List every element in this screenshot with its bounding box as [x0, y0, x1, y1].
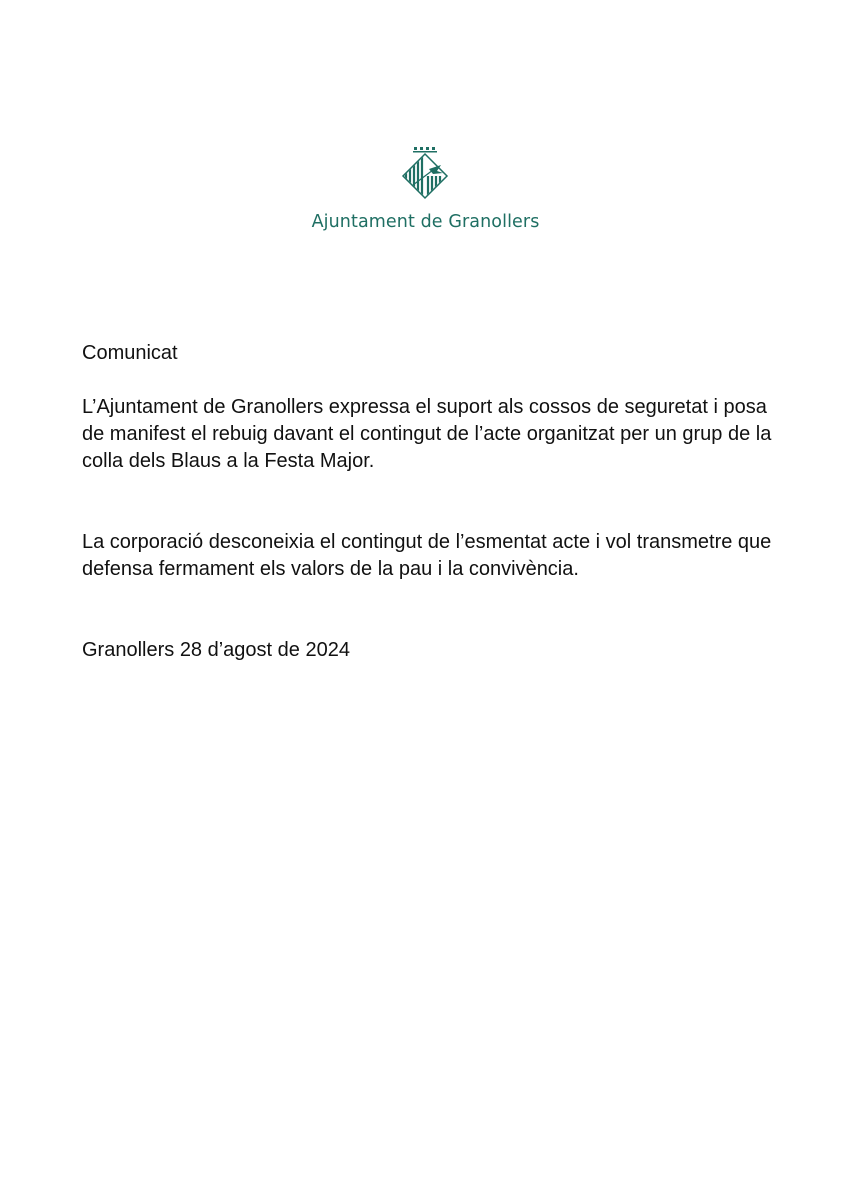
- document-body: [82, 340, 782, 664]
- letterhead: [0, 145, 849, 232]
- place-date: Granollers 28 d’agost de 2024: [82, 639, 350, 661]
- document-heading: Comunicat: [82, 342, 178, 364]
- paragraph-2: La corporació desconeixia el contingut de l’esmentat acte i vol transmetre que defensa fermament els valors de la pau i la convivència.: [82, 531, 772, 580]
- organization-name: Ajuntament de Granollers: [311, 212, 540, 232]
- paragraph-1: L’Ajuntament de Granollers expressa el suport als cossos de seguretat i posa de manifest el rebuig davant el contingut de l’acte organitzat per un grup de la colla dels Blaus a la Festa Major.: [82, 396, 772, 472]
- coat-of-arms-icon: [401, 145, 449, 203]
